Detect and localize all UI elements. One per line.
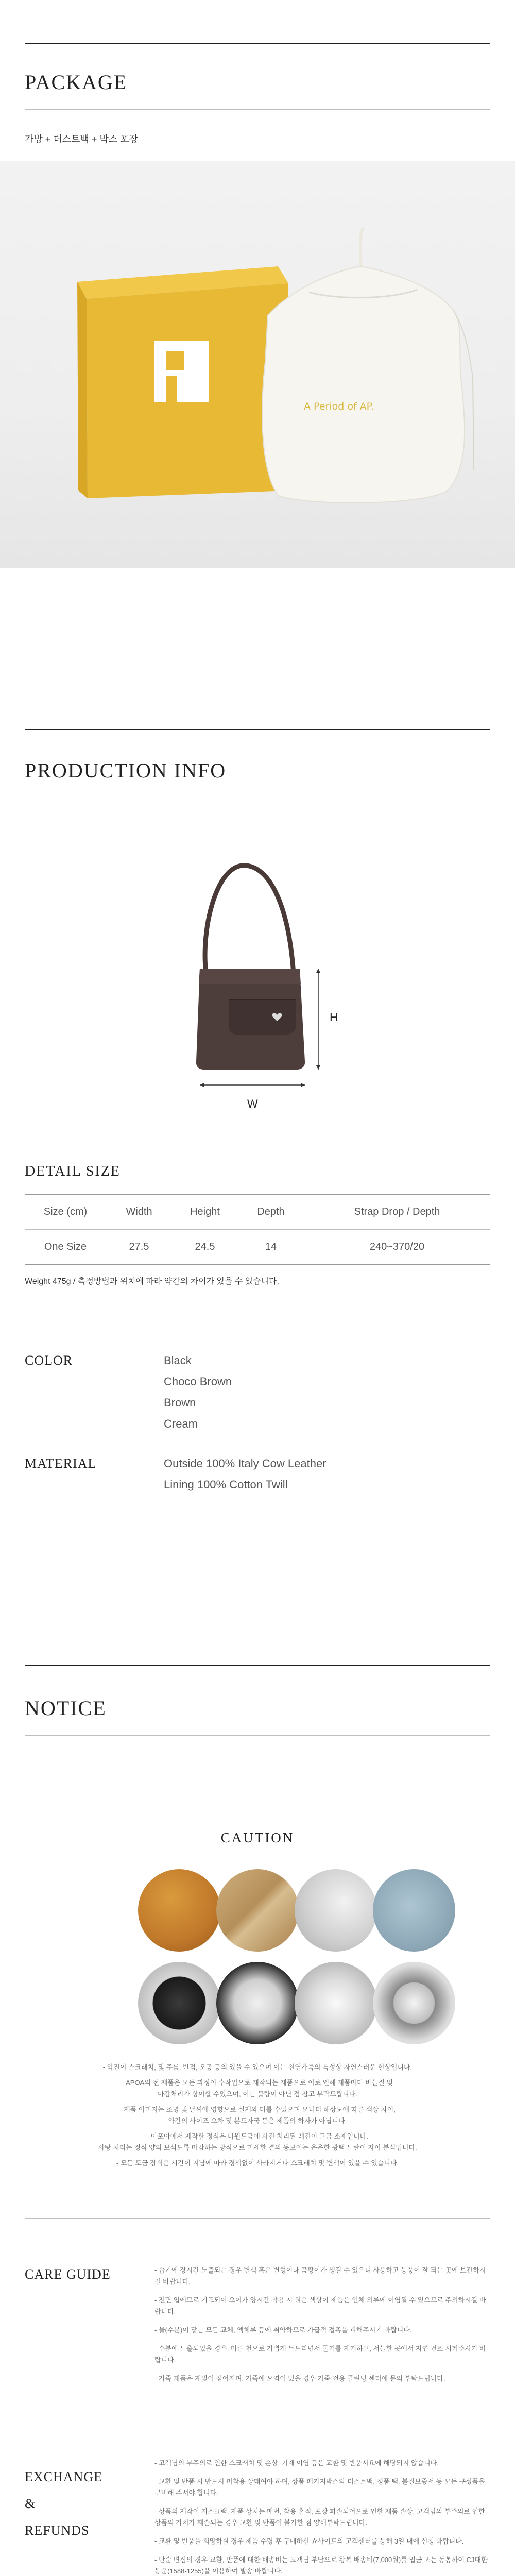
- package-bottom-rule: [25, 109, 490, 110]
- exchange-label: [25, 2464, 102, 2544]
- caution-line: - 아포아에서 제작한 정식은 다원도금에 사진 처리된 레진이 고급 소재입니다.: [147, 2132, 368, 2140]
- caution-line: - 제품 이미지는 조명 및 날씨에 영향으로 실제와 다를 수있으며 모니터 해상도에 따른 색상 차이,: [119, 2106, 396, 2113]
- material-values: [164, 1453, 327, 1495]
- size-header-cell: Strap Drop / Depth: [304, 1195, 490, 1230]
- exchange-label-line: EXCHANGE: [25, 2469, 102, 2484]
- care-divider: [25, 2218, 490, 2219]
- exchange-item: - 상품의 제작이 지스크랙, 제품 상처는 매번, 착용 흔적, 포장 파손되어으로 인한 제품 손상, 고객님의 부주의로 인한 상품의 가치가 훼손되는 경우 교환 및 반품이 불가한 점 양해부탁드립니다.: [154, 2507, 485, 2527]
- caution-text-block: [0, 2062, 515, 2169]
- notice-title: NOTICE: [25, 1697, 107, 1720]
- package-subtitle: 가방 + 더스트백 + 박스 포장: [25, 134, 138, 144]
- color-value: Choco Brown: [164, 1375, 232, 1388]
- caution-image-leather-fold: [216, 1869, 299, 1952]
- height-label: H: [330, 1011, 338, 1024]
- bag-illustration: [185, 845, 350, 1133]
- color-value: Cream: [164, 1417, 198, 1430]
- exchange-item: - 교환 및 반품을 희망하실 경우 제품 수령 후 구매하신 쇼사이트의 고객센터를 통해 3일 내에 신청 바랍니다.: [154, 2537, 464, 2545]
- caution-line: - 모든 도금 장식은 시간이 지남에 따라 경색없이 사라지거나 스크래치 및 변색이 있을 수 있습니다.: [116, 2159, 399, 2167]
- color-label: COLOR: [25, 1353, 73, 1368]
- care-guide-label: CARE GUIDE: [25, 2267, 111, 2282]
- size-header-cell: Depth: [238, 1195, 304, 1230]
- caution-line: 약간의 사이즈 오차 및 본드자국 등은 제품의 하자가 아닙니다.: [168, 2117, 347, 2125]
- size-cell: 24.5: [172, 1230, 238, 1265]
- care-guide-list: [154, 2265, 489, 2384]
- width-label: W: [247, 1097, 258, 1110]
- caution-image-leather-spots: [295, 1869, 377, 1952]
- caution-line: 마감처리가 상이할 수있으며, 이는 불량이 아닌 점 참고 부탁드립니다.: [158, 2090, 357, 2098]
- color-value: Black: [164, 1354, 192, 1367]
- dustbag-print: A Period of AP.: [304, 401, 374, 412]
- caution-image-buckle: [373, 1962, 455, 2044]
- package-title: PACKAGE: [25, 71, 128, 94]
- package-illustration: [0, 161, 515, 568]
- exchange-list: [154, 2458, 489, 2576]
- caution-image-leather-scratch: [138, 1869, 220, 1952]
- exchange-item: - 단순 변심의 경우 교환, 반품에 대한 배송비는 고객님 부담으로 왕복 배송비(7,000원)를 입금 또는 동봉하여 CJ대한통운(1588-1255)을 이용하여 발송 바랍니다.: [154, 2556, 488, 2575]
- caution-image-grain: [373, 1869, 455, 1952]
- material-value: Lining 100% Cotton Twill: [164, 1478, 288, 1491]
- color-value: Brown: [164, 1396, 196, 1409]
- caution-line: - 악진이 스크래치, 및 주름, 반점, 오공 등의 있을 수 있으며 이는 천연가죽의 특성상 자연스러운 현상입니다.: [102, 2063, 413, 2071]
- size-header-cell: Width: [106, 1195, 172, 1230]
- material-label: MATERIAL: [25, 1456, 97, 1471]
- exchange-item: - 교환 및 반품 시 반드시 미착용 상태여야 하며, 상품 패키지박스와 더스트백, 정품 택, 볼질보증서 등 모든 구성품을 구비해 주셔야 합니다.: [154, 2478, 485, 2497]
- caution-line: 사탕 처리는 정식 양의 보석도록 마감하는 방식으로 미세한 결의 동보이는 은은한 광택 노란이 자이 분식입니다.: [98, 2144, 417, 2151]
- size-table: [25, 1194, 490, 1265]
- exchange-label-line: REFUNDS: [25, 2523, 90, 2538]
- size-cell: 27.5: [106, 1230, 172, 1265]
- notice-top-rule: [25, 1665, 490, 1666]
- size-table-row: [25, 1230, 490, 1265]
- caution-image-ring-hardware: [295, 1962, 377, 2044]
- color-values: [164, 1350, 232, 1434]
- caution-line: - APOA의 전 제품은 모든 과정이 수작업으로 제작되는 제품으로 이로 인해 제품마다 바늘질 및: [122, 2079, 393, 2087]
- care-item: - 가죽 제품은 재빛이 짙어지며, 가죽에 오염이 있을 경우 가죽 전용 클린닝 센터에 문의 부탁드립니다.: [154, 2375, 445, 2382]
- care-item: - 물(수분)이 닿는 모든 교체, 액체류 등에 취약하므로 가급적 접촉을 피해주시기 바랍니다.: [154, 2326, 412, 2334]
- exchange-label-line: &: [25, 2496, 36, 2511]
- package-top-rule: [25, 43, 490, 44]
- weight-note: Weight 475g / 측정방법과 위치에 따라 약간의 차이가 있을 수 있습니다.: [25, 1277, 279, 1286]
- svg-text:·: ·: [466, 476, 468, 482]
- caution-image-metal-clasp: [138, 1962, 220, 2044]
- size-cell: 14: [238, 1230, 304, 1265]
- caution-image-heart-plate: [216, 1962, 299, 2044]
- size-cell: One Size: [25, 1230, 106, 1265]
- size-header-cell: Height: [172, 1195, 238, 1230]
- bag-diagram: [185, 845, 350, 1133]
- production-top-rule: [25, 729, 490, 730]
- care-item: - 수분에 노출되었을 경우, 마른 천으로 가볍게 두드리면서 물기를 제거하고, 서늘한 곳에서 자연 건조 시켜주시기 바랍니다.: [154, 2345, 486, 2364]
- exchange-item: - 고객님의 부주의로 인한 스크래치 및 손상, 기재 이염 등은 교환 및 반품서요에 해당되지 않습니다.: [154, 2459, 439, 2467]
- material-value: Outside 100% Italy Cow Leather: [164, 1457, 327, 1470]
- size-table-header-row: [25, 1195, 490, 1230]
- detail-size-title: DETAIL SIZE: [25, 1163, 121, 1179]
- caution-title: CAUTION: [220, 1830, 295, 1845]
- notice-bottom-rule: [25, 1735, 490, 1736]
- production-title: PRODUCTION INFO: [25, 759, 227, 782]
- care-item: - 습기에 장시간 노출되는 경우 변색 혹은 변형이나 곰팡이가 생길 수 있으니 사용하고 통풍이 잘 되는 곳에 보관하시길 바랍니다.: [154, 2266, 486, 2285]
- care-item: - 전면 엽에므로 기포되어 오어가 양시간 착용 시 원은 색상이 제품은 인체 의류에 이염될 수 있으므로 주의하시길 바랍니다.: [154, 2296, 486, 2315]
- size-header-cell: Size (cm): [25, 1195, 106, 1230]
- size-cell: 240~370/20: [304, 1230, 490, 1265]
- package-photo: [0, 161, 515, 568]
